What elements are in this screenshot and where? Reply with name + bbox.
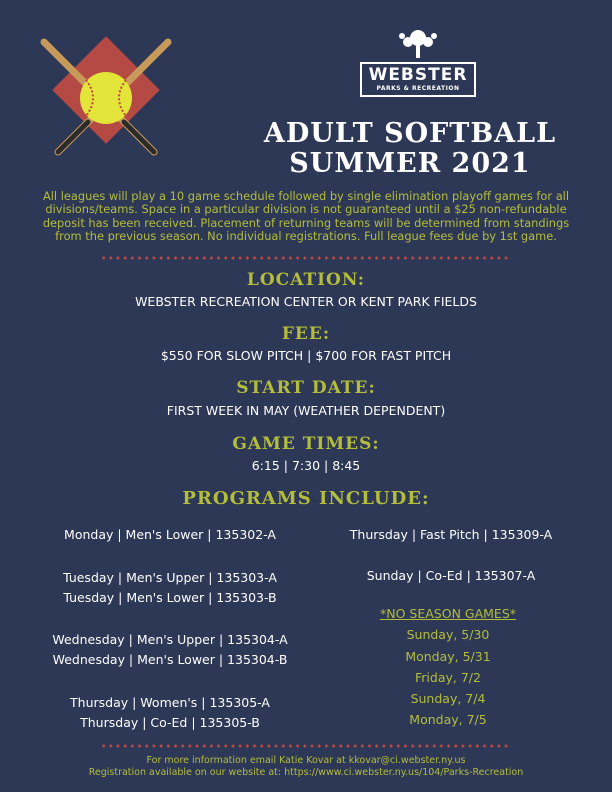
game-times-text: 6:15 | 7:30 | 8:45 bbox=[251, 458, 361, 473]
tree-icon bbox=[396, 28, 440, 58]
title-line-1: ADULT SOFTBALL bbox=[263, 118, 557, 149]
no-season-date: Sunday, 5/30 bbox=[406, 627, 490, 642]
location-text: WEBSTER RECREATION CENTER OR KENT PARK FIELDS bbox=[135, 294, 477, 309]
program-item: Tuesday | Men's Upper | 135303-A bbox=[63, 570, 277, 585]
dotted-divider-top bbox=[100, 256, 512, 260]
webster-logo bbox=[358, 28, 478, 108]
no-season-date: Sunday, 7/4 bbox=[410, 691, 486, 706]
softball-icon bbox=[80, 72, 132, 124]
dotted-divider-bottom bbox=[100, 744, 512, 748]
program-item: Thursday | Co-Ed | 135305-B bbox=[80, 715, 260, 730]
program-item: Wednesday | Men's Lower | 135304-B bbox=[52, 652, 288, 667]
intro-paragraph: All leagues will play a 10 game schedule followed by single elimination playoff games for all divisions/teams. Space in a particular division is not guaranteed until a $25 non-refundable deposit has been received. Placement of returning teams will be determined from standings from the previous season. No individual registrations. Full league fees due by 1st game. bbox=[42, 189, 570, 244]
footer-contact: For more information email Katie Kovar at kkovar@ci.webster.ny.us bbox=[146, 755, 466, 766]
softball-bats-graphic bbox=[36, 28, 176, 168]
program-item: Thursday | Fast Pitch | 135309-A bbox=[349, 527, 553, 542]
no-season-date: Monday, 5/31 bbox=[405, 649, 491, 664]
no-season-date: Friday, 7/2 bbox=[415, 670, 481, 685]
logo-wordmark: WEBSTER PARKS & RECREATION bbox=[360, 62, 476, 97]
game-times-heading: GAME TIMES: bbox=[232, 434, 380, 454]
no-season-heading: *NO SEASON GAMES* bbox=[380, 606, 516, 621]
program-item: Sunday | Co-Ed | 135307-A bbox=[366, 568, 536, 583]
fee-heading: FEE: bbox=[281, 324, 331, 344]
fee-text: $550 FOR SLOW PITCH | $700 FOR FAST PITCH bbox=[160, 348, 452, 363]
program-item: Tuesday | Men's Lower | 135303-B bbox=[63, 590, 277, 605]
programs-heading: PROGRAMS INCLUDE: bbox=[182, 488, 430, 509]
start-date-text: FIRST WEEK IN MAY (WEATHER DEPENDENT) bbox=[166, 403, 446, 418]
start-date-heading: START DATE: bbox=[236, 378, 376, 398]
location-heading: LOCATION: bbox=[246, 270, 366, 290]
title-line-2: SUMMER 2021 bbox=[289, 148, 531, 179]
program-item: Wednesday | Men's Upper | 135304-A bbox=[52, 632, 288, 647]
footer-website: Registration available on our website at: https://www.ci.webster.ny.us/104/Parks-Recreation bbox=[88, 767, 524, 778]
program-item: Monday | Men's Lower | 135302-A bbox=[64, 527, 276, 542]
program-item: Thursday | Women's | 135305-A bbox=[70, 695, 270, 710]
no-season-date: Monday, 7/5 bbox=[409, 712, 487, 727]
